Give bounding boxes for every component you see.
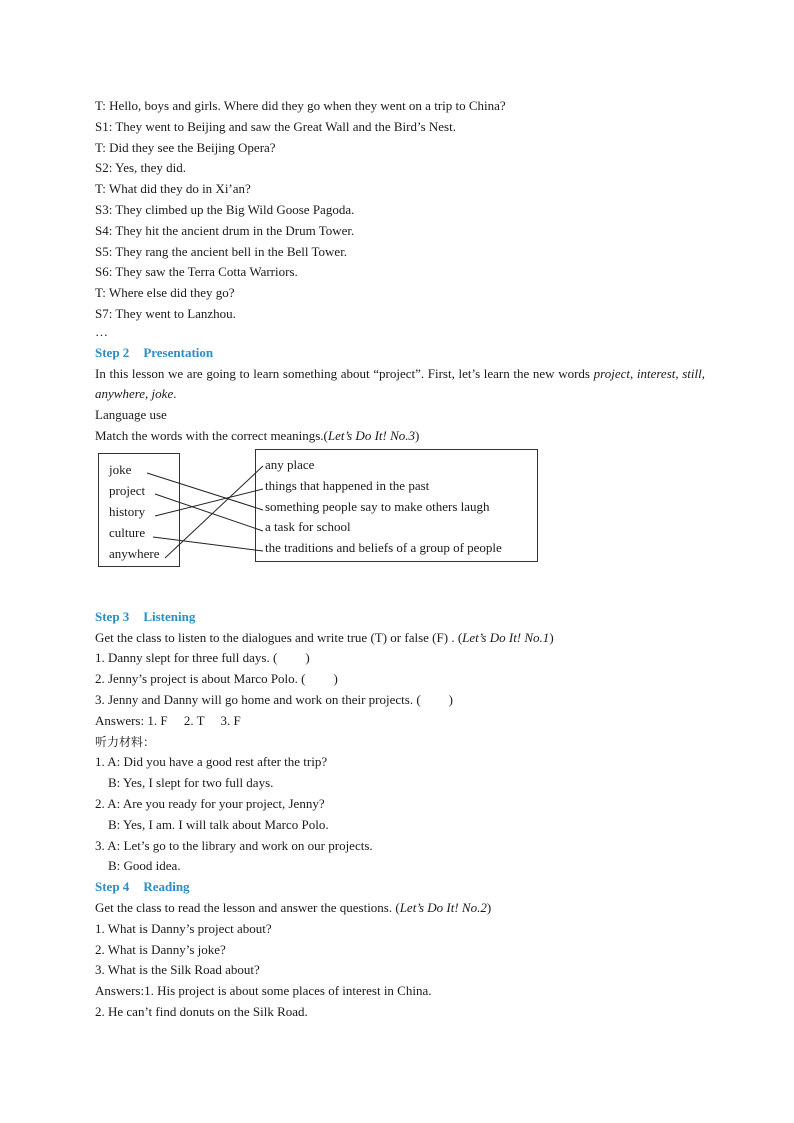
question-text: 1. Danny slept for three full days. ( [95, 650, 278, 666]
dialogue-line: S3: They climbed up the Big Wild Goose Pagoda. [95, 201, 355, 217]
meaning-task: a task for school [265, 518, 351, 534]
dialogue-line: S7: They went to Lanzhou. [95, 305, 236, 321]
match-instruction-text: Match the words with the correct meanings.( [95, 427, 328, 443]
dialogue-line: T: What did they do in Xi’an? [95, 181, 251, 197]
listening-answers: Answers: 1. F 2. T 3. F [95, 712, 241, 728]
reading-answer: Answers:1. His project is about some places of interest in China. [95, 983, 432, 999]
step4-reference: Let’s Do It! No.2 [399, 899, 487, 915]
step3-title: Listening [143, 608, 196, 624]
dialogue-line: S4: They hit the ancient drum in the Drum Tower. [95, 222, 355, 238]
step3-heading [95, 607, 705, 628]
word-project: project [109, 482, 146, 498]
material-line: B: Good idea. [108, 858, 181, 874]
question-text: 2. Jenny’s project is about Marco Polo. ( [95, 671, 306, 687]
listening-material-label: 听力材料： [95, 734, 156, 749]
step4-close: ) [486, 899, 492, 915]
dialogue-line: T: Where else did they go? [95, 285, 235, 301]
step2-intro-text: In this lesson we are going to learn something about “project”. First, let’s learn the new words [95, 365, 594, 381]
material-line: 3. A: Let’s go to the library and work on our projects. [95, 837, 373, 853]
dialogue-block [95, 96, 705, 343]
match-line-joke [147, 473, 263, 510]
step2-heading [95, 343, 705, 364]
step3-reference: Let’s Do It! No.1 [462, 629, 550, 645]
lesson-page [95, 96, 705, 1023]
question-close: ) [305, 650, 310, 666]
reading-question: 1. What is Danny’s project about? [95, 920, 272, 936]
match-line-project [155, 494, 263, 531]
step2-title: Presentation [143, 344, 214, 360]
dialogue-line: S2: Yes, they did. [95, 160, 187, 176]
meaning-any-place: any place [265, 456, 315, 472]
step4-title: Reading [143, 879, 190, 895]
meaning-past: things that happened in the past [265, 477, 430, 493]
step4-instruction-text: Get the class to read the lesson and answer the questions. ( [95, 899, 400, 915]
dialogue-line: T: Did they see the Beijing Opera? [95, 139, 276, 155]
material-line: 1. A: Did you have a good rest after the trip? [95, 754, 328, 770]
meaning-traditions: the traditions and beliefs of a group of people [265, 539, 502, 555]
step4-instruction [95, 898, 705, 919]
step2-number: Step 2 [95, 344, 130, 360]
reading-question: 3. What is the Silk Road about? [95, 962, 260, 978]
step3-number: Step 3 [95, 608, 130, 624]
match-close: ) [415, 427, 420, 443]
word-anywhere: anywhere [109, 545, 160, 561]
material-line: B: Yes, I slept for two full days. [108, 775, 274, 791]
meaning-laugh: something people say to make others laugh [265, 498, 490, 514]
question-text: 3. Jenny and Danny will go home and work on their projects. ( [95, 691, 421, 707]
step2-intro-end: . [173, 386, 177, 402]
material-line: 2. A: Are you ready for your project, Jenny? [95, 795, 325, 811]
material-line: B: Yes, I am. I will talk about Marco Polo. [108, 816, 329, 832]
step4-heading [95, 877, 705, 898]
match-line-anywhere [165, 466, 263, 558]
language-use-label: Language use [95, 407, 167, 423]
step2-intro [95, 364, 705, 406]
match-reference: Let’s Do It! No.3 [327, 427, 416, 443]
listening-question [95, 669, 705, 690]
dialogue-line: S1: They went to Beijing and saw the Great Wall and the Bird’s Nest. [95, 118, 456, 134]
listening-question [95, 690, 705, 711]
word-history: history [109, 503, 146, 519]
dialogue-line: T: Hello, boys and girls. Where did they go when they went on a trip to China? [95, 98, 506, 113]
dialogue-line: S6: They saw the Terra Cotta Warriors. [95, 264, 298, 280]
listening-question [95, 648, 705, 669]
dialogue-line: S5: They rang the ancient bell in the Bell Tower. [95, 243, 348, 259]
step4-number: Step 4 [95, 879, 130, 895]
step3-instruction-text: Get the class to listen to the dialogues and write true (T) or false (F) . ( [95, 629, 463, 645]
step3-close: ) [549, 629, 554, 645]
word-joke: joke [109, 461, 132, 477]
question-close: ) [448, 691, 453, 707]
dialogue-ellipsis: … [95, 323, 108, 339]
match-line-culture [153, 537, 263, 551]
word-culture: culture [109, 524, 146, 540]
reading-answer: 2. He can’t find donuts on the Silk Road. [95, 1003, 308, 1019]
match-instruction [95, 426, 705, 447]
reading-question: 2. What is Danny’s joke? [95, 941, 226, 957]
matching-lines [95, 449, 545, 584]
step3-instruction [95, 628, 705, 649]
matching-exercise [95, 449, 705, 584]
step2-new-words: project, interest, still, anywhere, joke [95, 365, 706, 402]
question-close: ) [333, 671, 338, 687]
